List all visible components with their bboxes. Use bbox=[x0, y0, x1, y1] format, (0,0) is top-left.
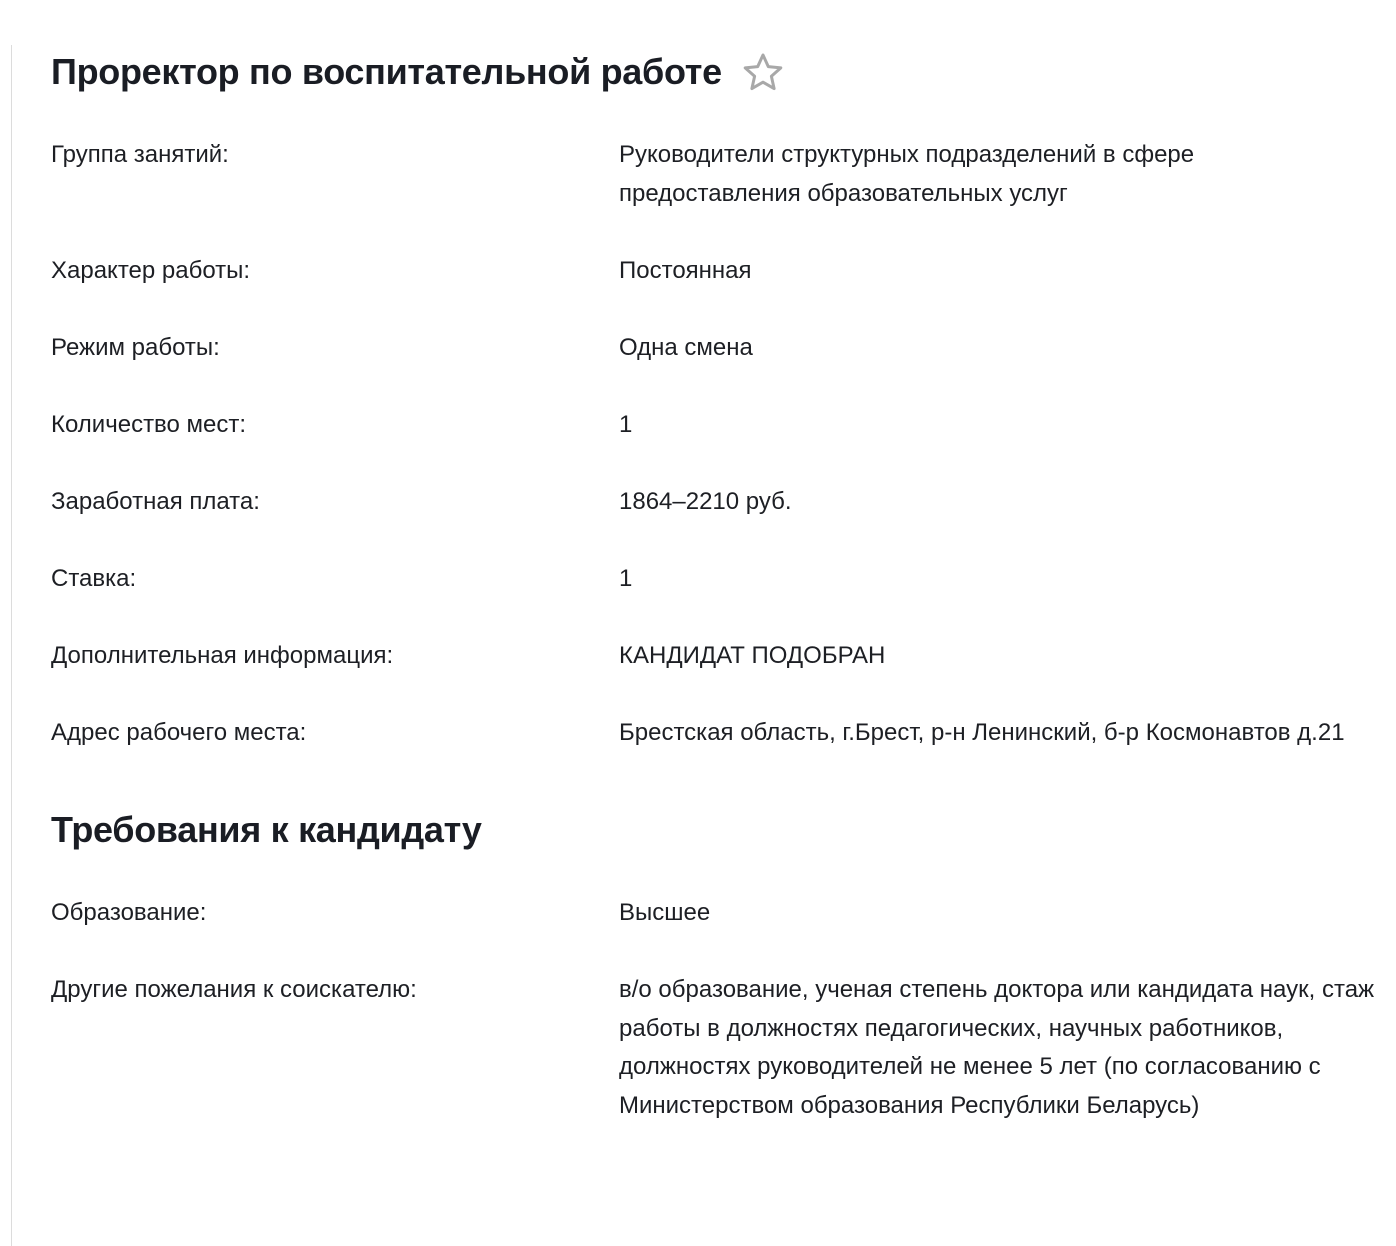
detail-value: Руководители структурных подразделений в сфере предоставления образовательных услуг bbox=[619, 141, 1195, 207]
detail-label: Образование: bbox=[51, 899, 207, 926]
detail-label: Количество мест: bbox=[51, 410, 247, 438]
requirements-details bbox=[51, 894, 1396, 1125]
detail-label: Дополнительная информация: bbox=[51, 641, 394, 669]
detail-row-schedule bbox=[51, 329, 1396, 368]
detail-label: Группа занятий: bbox=[51, 141, 229, 168]
title-row bbox=[51, 45, 1396, 99]
detail-label: Характер работы: bbox=[51, 256, 251, 284]
page-title: Проректор по воспитательной работе bbox=[51, 51, 722, 92]
detail-row-positions-count bbox=[51, 406, 1396, 445]
detail-value: Высшее bbox=[619, 899, 711, 926]
detail-row-education bbox=[51, 894, 1396, 933]
detail-row-occupation-group bbox=[51, 136, 1396, 213]
detail-value: Брестская область, г.Брест, р-н Ленинский, б-р Космонавтов д.21 bbox=[619, 718, 1345, 746]
detail-value: 1864–2210 руб. bbox=[619, 487, 792, 515]
detail-value: Постоянная bbox=[619, 256, 752, 284]
detail-label: Ставка: bbox=[51, 564, 137, 592]
detail-label: Другие пожелания к соискателю: bbox=[51, 976, 417, 1003]
detail-value: КАНДИДАТ ПОДОБРАН bbox=[619, 641, 886, 669]
detail-row-work-type bbox=[51, 252, 1396, 291]
requirements-title: Требования к кандидату bbox=[51, 809, 482, 850]
detail-label: Заработная плата: bbox=[51, 487, 260, 515]
detail-value: Одна смена bbox=[619, 333, 753, 361]
detail-value: 1 bbox=[619, 410, 633, 438]
detail-label: Адрес рабочего места: bbox=[51, 718, 307, 746]
detail-row-other-wishes bbox=[51, 971, 1396, 1125]
detail-row-salary bbox=[51, 483, 1396, 522]
detail-value: 1 bbox=[619, 564, 633, 592]
vacancy-details bbox=[51, 136, 1396, 752]
detail-label: Режим работы: bbox=[51, 333, 220, 361]
vacancy-content bbox=[11, 45, 1396, 1246]
detail-row-address bbox=[51, 714, 1396, 753]
detail-value: в/о образование, ученая степень доктора или кандидата наук, стаж работы в должностях педагогических, научных работников, должностях руководителей не менее 5 лет (по согласованию с Министерством образования Республики Беларусь) bbox=[619, 976, 1375, 1119]
star-outline-icon[interactable] bbox=[742, 52, 784, 92]
detail-row-additional-info bbox=[51, 637, 1396, 676]
detail-row-rate bbox=[51, 560, 1396, 599]
